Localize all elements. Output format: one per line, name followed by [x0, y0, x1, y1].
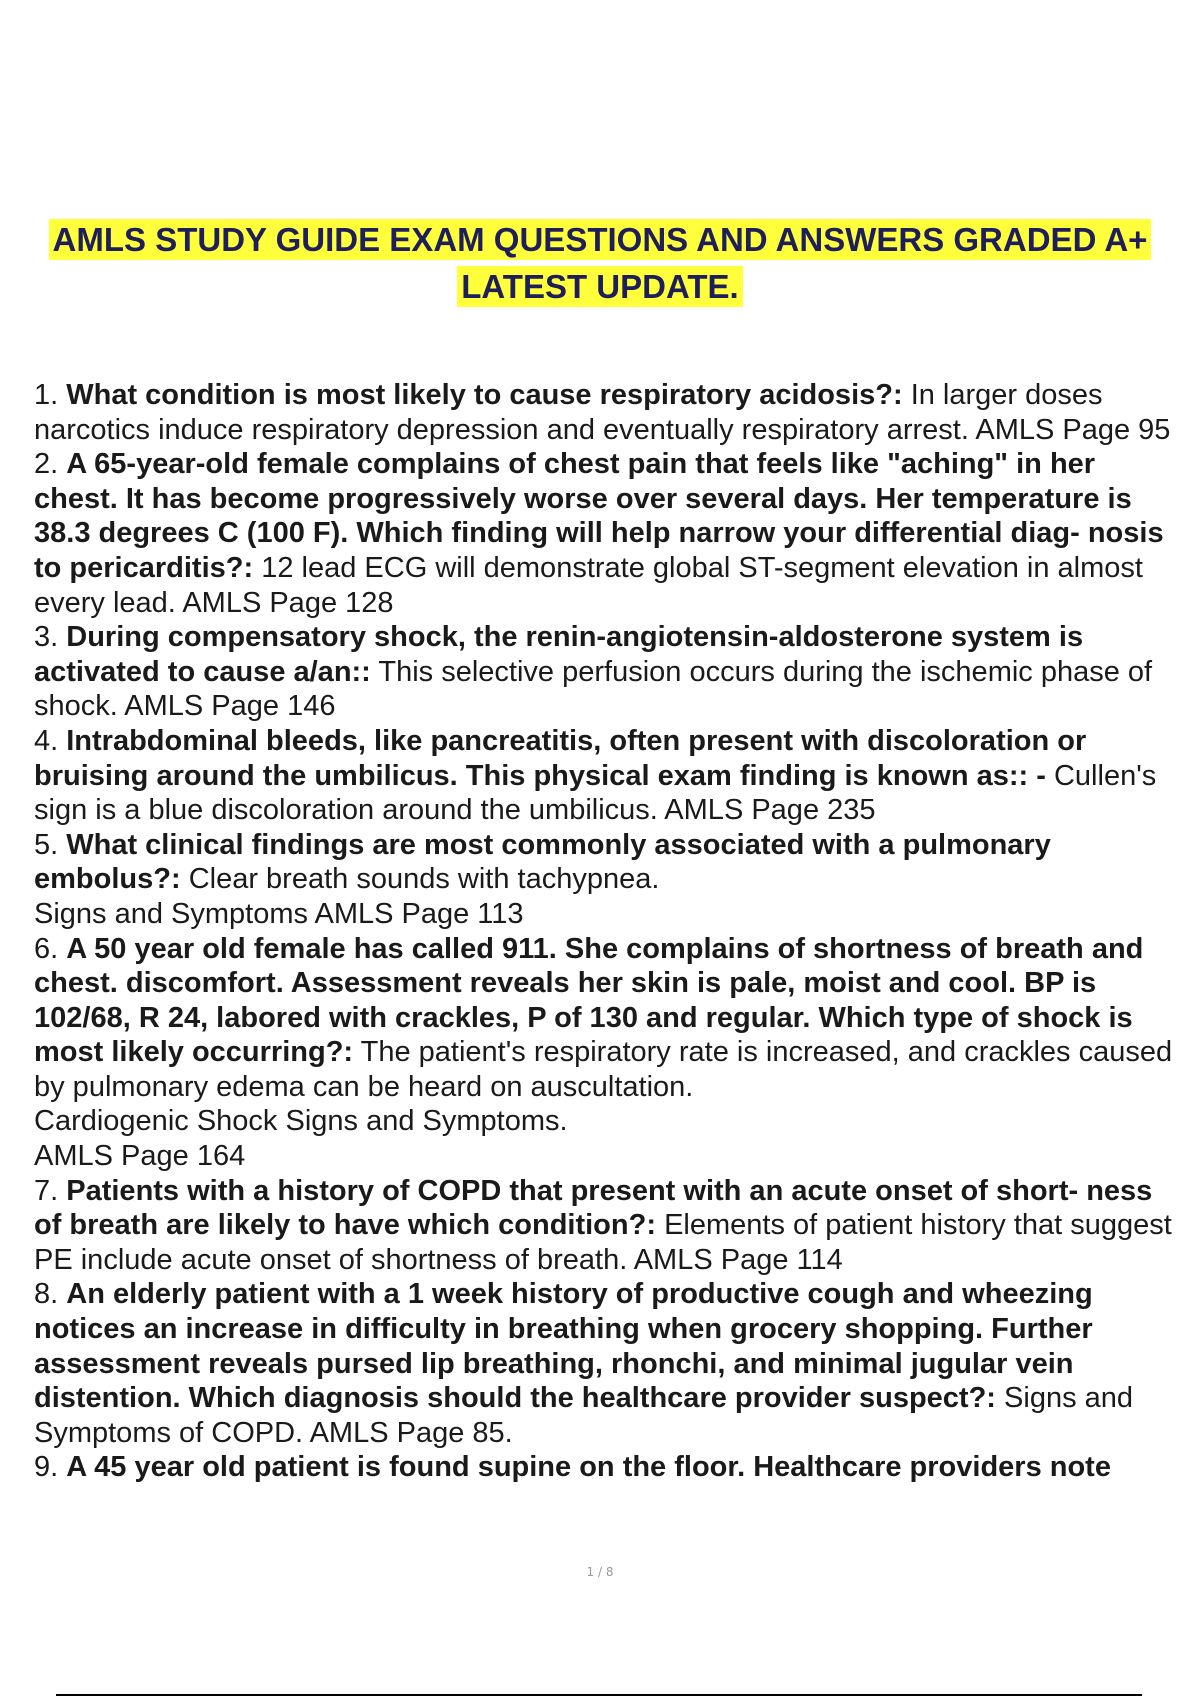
- question-text: During compensatory shock, the renin-angiotensin-aldosterone system is activated to cause a/an::: [34, 621, 1084, 688]
- question-text: A 65-year-old female complains of chest pain that feels like "aching" in her chest. It has become progressively worse over several days. Her temperature is 38.3 degrees C (100 F). Which finding will help narrow your differential diag- nosis to pericarditis?:: [34, 448, 1164, 584]
- question-text: Intrabdominal bleeds, like pancreatitis, often present with discoloration or bruising around the umbilicus. This physical exam finding is known as:: -: [34, 724, 1087, 792]
- title-line-2: LATEST UPDATE.: [457, 266, 742, 307]
- question-text: What clinical findings are most commonly associated with a pulmonary embolus?:: [34, 828, 1051, 896]
- item-number: 5.: [34, 828, 59, 861]
- qa-item-2: [34, 447, 1174, 620]
- qa-item-7: [34, 1174, 1174, 1278]
- bottom-divider: [56, 1694, 1142, 1696]
- item-number: 1.: [34, 379, 59, 411]
- answer-text: The patient's respiratory rate is increased, and crackles caused by pulmonary edema can be heard on auscultation.: [34, 1036, 1173, 1103]
- question-text: An elderly patient with a 1 week history of productive cough and wheezing notices an increase in difficulty in breathing when grocery shopping. Further assessment reveals pursed lip breathing, rhonchi, and minimal jugular vein distention. Which diagnosis should the healthcare provider suspect?:: [34, 1278, 1093, 1415]
- answer-text: Signs and Symptoms of COPD. AMLS Page 85.: [34, 1382, 1134, 1449]
- qa-item-8: [34, 1277, 1174, 1450]
- answer-text: 12 lead ECG will demonstrate global ST-segment elevation in almost every lead. AMLS Page 128: [34, 551, 1143, 619]
- page-indicator: 1 / 8: [586, 1565, 614, 1579]
- answer-text: Clear breath sounds with tachypnea.: [188, 863, 660, 896]
- qa-item-1: [34, 378, 1174, 447]
- question-text: A 50 year old female has called 911. She complains of shortness of breath and chest. discomfort. Assessment reveals her skin is pale, moist and cool. BP is 102/68, R 24, labored with crackles, P of 130 and regular. Which type of shock is most likely occurring?:: [34, 932, 1144, 1069]
- answer-text: Cullen's sign is a blue discoloration around the umbilicus. AMLS Page 235: [34, 759, 1157, 827]
- answer-reference: Signs and Symptoms AMLS Page 113: [34, 897, 524, 930]
- title-line-1: AMLS STUDY GUIDE EXAM QUESTIONS AND ANSWERS GRADED A+: [49, 219, 1152, 260]
- answer-text: Elements of patient history that suggest PE include acute onset of shortness of breath. AMLS Page 114: [34, 1209, 1172, 1276]
- item-number: 8.: [34, 1278, 59, 1311]
- item-number: 2.: [34, 448, 59, 481]
- item-number: 3.: [34, 621, 59, 654]
- answer-text: This selective perfusion occurs during the ischemic phase of shock. AMLS Page 146: [34, 655, 1153, 723]
- answer-text: In larger doses narcotics induce respiratory depression and eventually respiratory arrest. AMLS Page 95: [34, 379, 1171, 446]
- qa-list: [34, 378, 1174, 1485]
- answer-reference: AMLS Page 164: [34, 1140, 246, 1173]
- item-number: 6.: [34, 932, 59, 965]
- item-number: 4.: [34, 724, 59, 757]
- qa-item-4: [34, 724, 1174, 828]
- item-number: 9.: [34, 1451, 59, 1484]
- answer-reference: Cardiogenic Shock Signs and Symptoms.: [34, 1105, 568, 1138]
- qa-item-6: [34, 932, 1174, 1174]
- qa-item-5: [34, 828, 1174, 932]
- item-number: 7.: [34, 1174, 59, 1207]
- question-text: Patients with a history of COPD that present with an acute onset of short- ness of breath are likely to have which condition?:: [34, 1174, 1153, 1242]
- qa-item-9: [34, 1450, 1174, 1485]
- document-title: [0, 216, 1200, 310]
- question-text: A 45 year old patient is found supine on the floor. Healthcare providers note: [66, 1451, 1111, 1484]
- question-text: What condition is most likely to cause respiratory acidosis?:: [66, 379, 903, 411]
- qa-item-3: [34, 620, 1174, 724]
